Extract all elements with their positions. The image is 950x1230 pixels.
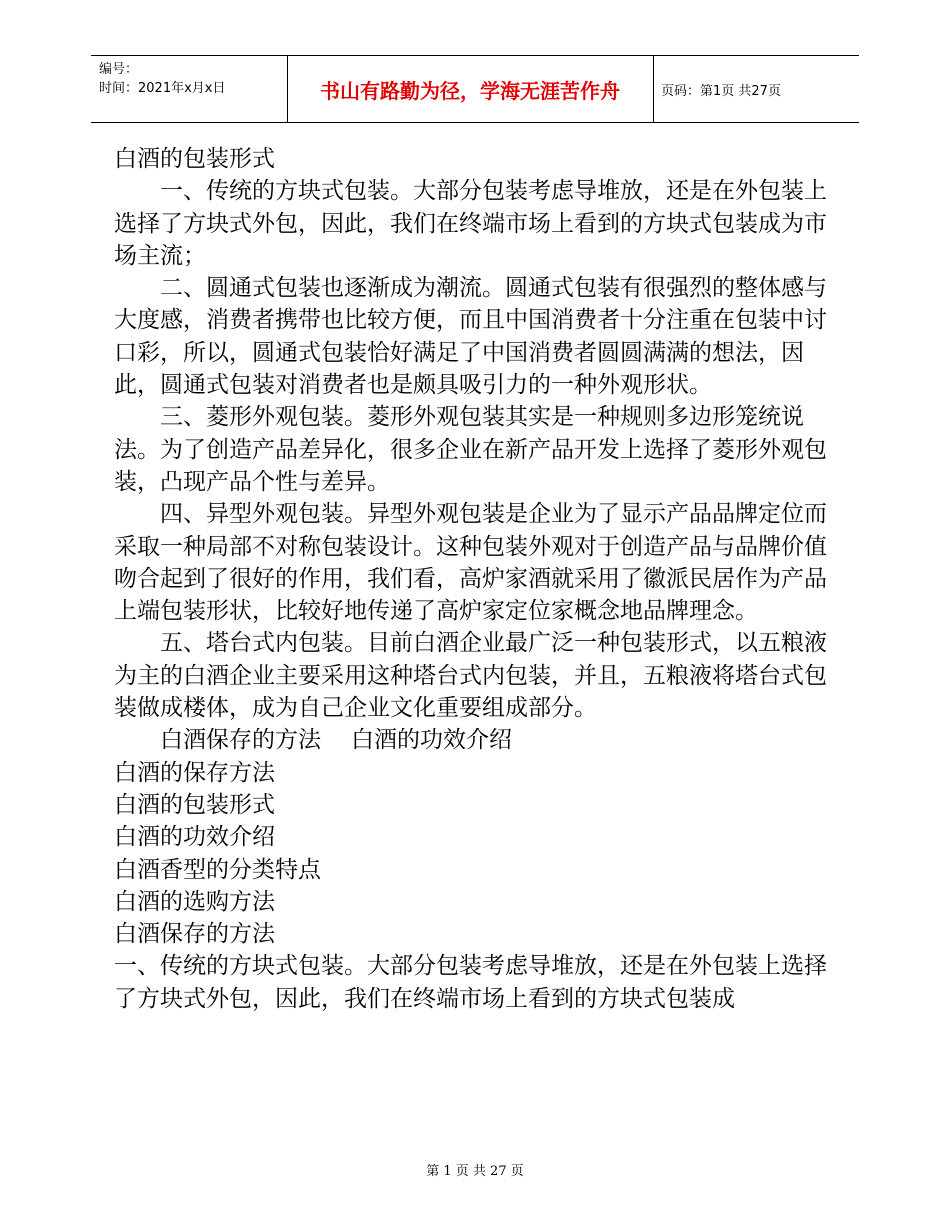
header-number-label: 编号： (99, 62, 139, 77)
link-storage-method[interactable]: 白酒保存的方法 (160, 727, 321, 754)
paragraph-3: 三、菱形外观包装。菱形外观包装其实是一种规则多边形笼统说法。为了创造产品差异化，很多企业在新产品开发上选择了菱形外观包装，凸现产品个性与差异。 (114, 404, 827, 495)
list-item: 白酒香型的分类特点 (114, 856, 321, 883)
document-body (114, 143, 844, 1015)
page-header (91, 55, 859, 123)
header-divider-right (653, 56, 654, 122)
page-footer: 第 1 页 共 27 页 (426, 1164, 524, 1179)
list-item: 白酒的保存方法 (114, 759, 275, 786)
list-item: 白酒的功效介绍 (114, 824, 275, 851)
header-motto: 书山有路勤为径，学海无涯苦作舟 (320, 78, 620, 103)
tail-paragraph: 一、传统的方块式包装。大部分包装考虑导堆放，还是在外包装上选择了方块式外包，因此，我们在终端市场上看到的方块式包装成 (114, 953, 827, 1012)
header-meta (99, 60, 225, 98)
link-efficacy-intro[interactable]: 白酒的功效介绍 (351, 727, 512, 754)
header-page-info: 页码：第1页 共27页 (661, 83, 781, 99)
paragraph-5: 五、塔台式内包装。目前白酒企业最广泛一种包装形式，以五粮液为主的白酒企业主要采用这种塔台式内包装，并且，五粮液将塔台式包装做成楼体，成为自己企业文化重要组成部分。 (114, 630, 827, 722)
list-item: 白酒的包装形式 (114, 791, 275, 818)
list-item: 白酒保存的方法 (114, 921, 275, 948)
related-links (114, 724, 844, 756)
list-item: 白酒的选购方法 (114, 888, 275, 915)
paragraph-1: 一、传统的方块式包装。大部分包装考虑导堆放，还是在外包装上选择了方块式外包，因此，我们在终端市场上看到的方块式包装成为市场主流； (114, 178, 827, 269)
header-time-label: 时间：2021年x月x日 (99, 81, 226, 96)
document-title: 白酒的包装形式 (114, 146, 275, 172)
paragraph-4: 四、异型外观包装。异型外观包装是企业为了显示产品品牌定位而采取一种局部不对称包装设计。这种包装外观对于创造产品与品牌价值吻合起到了很好的作用，我们看，高炉家酒就采用了徽派民居作为产品上端包装形状，比较好地传递了高炉家定位家概念地品牌理念。 (114, 501, 827, 625)
paragraph-2: 二、圆通式包装也逐渐成为潮流。圆通式包装有很强烈的整体感与大度感，消费者携带也比较方便，而且中国消费者十分注重在包装中讨口彩，所以，圆通式包装恰好满足了中国消费者圆圆满满的想法，因此，圆通式包装对消费者也是颇具吸引力的一种外观形状。 (114, 275, 827, 399)
